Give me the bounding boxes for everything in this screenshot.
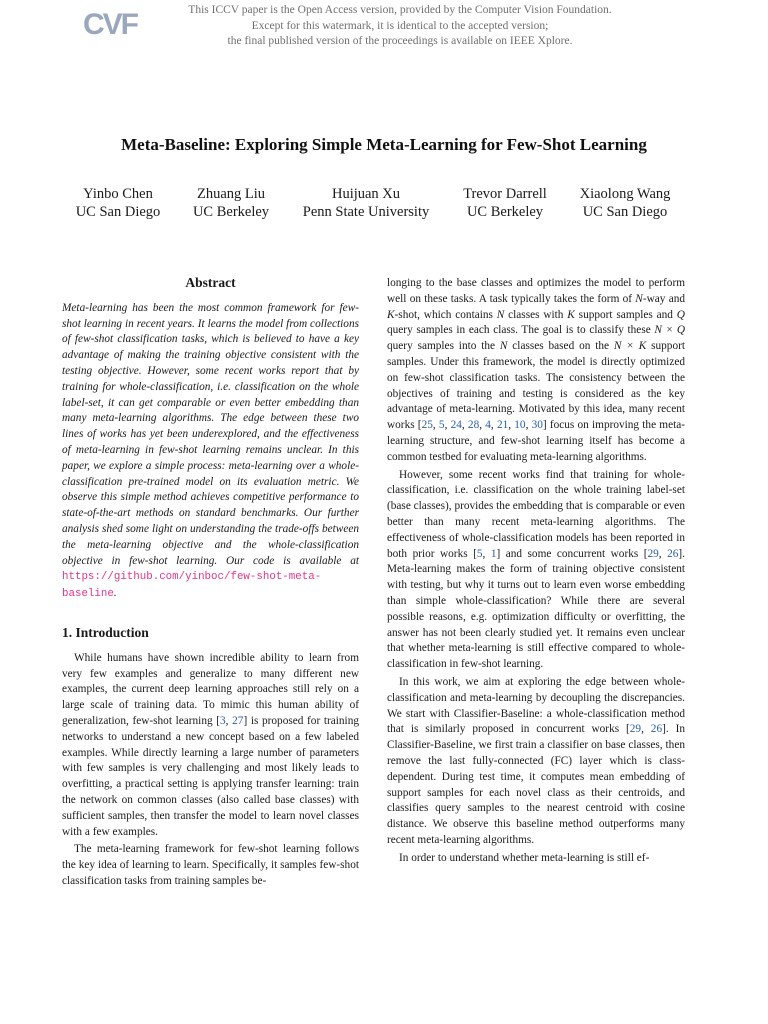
intro-paragraph — [62, 651, 359, 841]
text-span: ]. In Classifier-Baseline, we first train a classifier on base classes, then remove the last fully-connected (FC) layer which is class-dependent. During test time, it computes mean embedding of support samples for each novel class as their centroids, and classifies query samples to the nearest centroid with cosine distance. We observe this baseline method outperforms many recent meta-learning algorithms. — [387, 723, 685, 846]
math-symbol: K — [387, 308, 395, 321]
author-list — [60, 186, 750, 226]
math-symbol: Q — [676, 308, 685, 321]
text-span: ] focus on improving the meta-learning structure, and few-shot learning itself has become a common testbed for evaluating meta-learning algorithms. — [387, 419, 685, 463]
text-span: , — [225, 714, 233, 727]
citation-link[interactable]: 26 — [650, 723, 663, 736]
citation-link[interactable]: 3 — [220, 714, 226, 727]
intro-paragraph: The meta-learning framework for few-shot learning follows the key idea of learning to learn. Specifically, it samples few-shot classification tasks from training samples be- — [62, 843, 359, 887]
citation-link[interactable]: 24 — [450, 419, 462, 432]
intro-paragraph: In order to understand whether meta-learning is still ef- — [399, 851, 650, 864]
abstract-end: . — [113, 587, 117, 600]
author — [580, 186, 671, 221]
math-symbol: N — [496, 308, 505, 321]
watermark-line: Except for this watermark, it is identical to the accepted version; — [251, 19, 549, 32]
intro-paragraph: In this work, we aim at exploring the edge between whole-classification and meta-learning by decoupling the discrepancies. We start with Classifier-Baseline: a whole-classification method that is similarly proposed in concurrent works [29, 26]. In Classifier-Baseline, we first train a classifier on base classes, then remove the last fully-connected (FC) layer which is class-dependent. During test time, it computes mean embedding of support samples for each novel class as their centroids, and classifies query samples to the nearest centroid with cosine distance. We observe this baseline method outperforms many recent meta-learning algorithms. — [387, 675, 685, 846]
author — [76, 186, 161, 221]
text-span: While humans have shown incredible ability to learn from very few examples and generalize to many different new examples, the current deep learning approaches still rely on a large scale of training data. To mimic this human ability of generalization, few-shot learning [ — [62, 651, 359, 727]
text-span: support samples and — [574, 308, 677, 321]
abstract-text — [62, 301, 359, 603]
cvf-logo — [83, 6, 143, 40]
citation-link[interactable]: 30 — [531, 419, 543, 432]
text-span: ]. Meta-learning makes the form of training objective consistent with testing, but why it turns out to learn even worse embedding than simple whole-classification? While there are several possible reasons, e.g. optimization difficulty or overfitting, the answer has not been clearly studied yet. It remains even unclear that whether meta-learning is still effective compared to whole-classification in few-shot learning. — [387, 547, 685, 671]
author-name: Yinbo Chen — [83, 186, 153, 202]
math-symbol: K — [567, 308, 575, 321]
text-span: classes based on the — [507, 340, 614, 353]
author — [463, 186, 547, 221]
author-affiliation: UC San Diego — [75, 203, 161, 220]
abstract-heading: Abstract — [185, 275, 236, 290]
author-affiliation: UC Berkeley — [466, 203, 544, 220]
math-symbol: N — [635, 292, 643, 305]
text-span: classes with — [504, 308, 568, 321]
watermark-line: This ICCV paper is the Open Access version, provided by the Computer Vision Foundation. — [188, 4, 612, 16]
author-name: Trevor Darrell — [463, 186, 547, 202]
text-span: query samples into the — [387, 340, 500, 353]
text-span: longing to the base classes and optimizes the model to perform well on these tasks. A task typically takes the form of — [387, 277, 685, 305]
watermark-line: the final published version of the proceedings is available on IEEE Xplore. — [227, 35, 573, 47]
citation-group: 25, 5, 24, 28, 4, 21, 10, 30 — [421, 419, 543, 432]
watermark — [150, 3, 650, 50]
author-affiliation: Penn State University — [302, 203, 430, 220]
text-span: -way and — [642, 292, 686, 305]
author — [303, 186, 429, 221]
code-link[interactable]: https://github.com/yinboc/few-shot-meta-baseline — [62, 571, 322, 601]
text-span: ] is proposed for training networks to understand a new concept based on a few labeled examples. While directly learning a large number of parameters with few samples is very challenging and most likely leads to overfitting, a practical setting is applying transfer learning: train the network on common classes (also called base classes) with sufficient samples, then transfer the model to learn novel classes with a few examples. — [62, 714, 359, 838]
citation-link[interactable]: 5 — [438, 419, 445, 432]
author — [193, 186, 269, 221]
author-affiliation: UC Berkeley — [192, 203, 270, 220]
author-name: Xiaolong Wang — [579, 186, 671, 202]
cvf-logo-text: CVF — [83, 8, 137, 40]
citation-link[interactable]: 28 — [467, 419, 480, 432]
text-span: ] and some concurrent works [ — [496, 547, 648, 560]
text-span: However, some recent works find that training for whole-classification, i.e. classification on the whole training label-set (base classes), provides the embedding that is comparable or even better than many recent meta-learning algorithms. The effectiveness of whole-classification models has been reported in both prior works [ — [387, 468, 686, 560]
text-span: support samples. Under this framework, the model is directly optimized on few-shot classification tasks. The consistency between the objectives of training and testing is considered as the key advantage of meta-learning. Motivated by this idea, many recent works [ — [387, 340, 686, 432]
author-affiliation: UC San Diego — [582, 203, 668, 220]
citation-link[interactable]: 27 — [232, 714, 244, 727]
citation-link[interactable]: 29 — [629, 723, 642, 736]
author-name: Huijuan Xu — [331, 186, 401, 202]
text-span: -shot, which contains — [394, 308, 497, 321]
section-heading: 1. Introduction — [62, 624, 149, 640]
intro-paragraph-continued — [387, 276, 685, 466]
math-symbol: N × K — [613, 340, 647, 353]
citation-link[interactable]: 1 — [490, 547, 497, 560]
text-span: In this work, we aim at exploring the edge between whole-classification and meta-learning by decoupling the discrepancies. We start with Classifier-Baseline: a whole-classification method that is similarly proposed in concurrent works [ — [387, 675, 685, 736]
citation-link[interactable]: 26 — [667, 547, 679, 560]
citation-link[interactable]: 4 — [485, 419, 491, 432]
citation-link[interactable]: 5 — [476, 547, 483, 560]
right-column — [387, 276, 685, 866]
intro-paragraph: However, some recent works find that training for whole-classification, i.e. classification on the whole training label-set (base classes), provides the embedding that is comparable or even better than many recent meta-learning algorithms. The effectiveness of whole-classification models has been reported in both prior works [5, 1] and some concurrent works [29, 26]. Meta-learning makes the form of training objective consistent with testing, but why it turns out to learn even worse embedding than simple whole-classification? While there are several possible reasons, e.g. optimization difficulty or overfitting, the answer has not been clearly studied yet. It remains even unclear that whether meta-learning is still effective compared to whole-classification in few-shot learning. — [387, 468, 686, 671]
math-symbol: N — [499, 340, 508, 353]
citation-link[interactable]: 25 — [421, 419, 433, 432]
text-span: query samples in each class. The goal is to classify these — [387, 324, 655, 337]
citation-link[interactable]: 29 — [647, 547, 659, 560]
paper-title: Meta-Baseline: Exploring Simple Meta-Learning for Few-Shot Learning — [121, 135, 647, 154]
author-name: Zhuang Liu — [196, 186, 266, 202]
abstract-body-text: Meta-learning has been the most common framework for few-shot learning in recent years. It learns the model from collections of few-shot classification tasks, which is believed to have a key advantage of making the training objective consistent with the testing objective. However, some recent works report that by training for whole-classification, i.e. classification on the whole label-set, it can get comparable or even better embedding than many meta-learning algorithms. The edge between these two lines of works has yet been underexplored, and the effectiveness of meta-learning in few-shot learning remains unclear. In this paper, we explore a simple process: meta-learning over a whole-classification pre-trained model on its evaluation metric. We observe this simple method achieves competitive performance to state-of-the-art methods on standard benchmarks. Our further analysis shed some light on understanding the trade-offs between the meta-learning objective and the whole-classification objective in few-shot learning. Our code is available at — [62, 301, 359, 567]
math-symbol: N × Q — [654, 324, 686, 337]
citation-link[interactable]: 21 — [496, 419, 509, 432]
citation-link[interactable]: 10 — [514, 419, 526, 432]
left-column — [62, 275, 359, 890]
